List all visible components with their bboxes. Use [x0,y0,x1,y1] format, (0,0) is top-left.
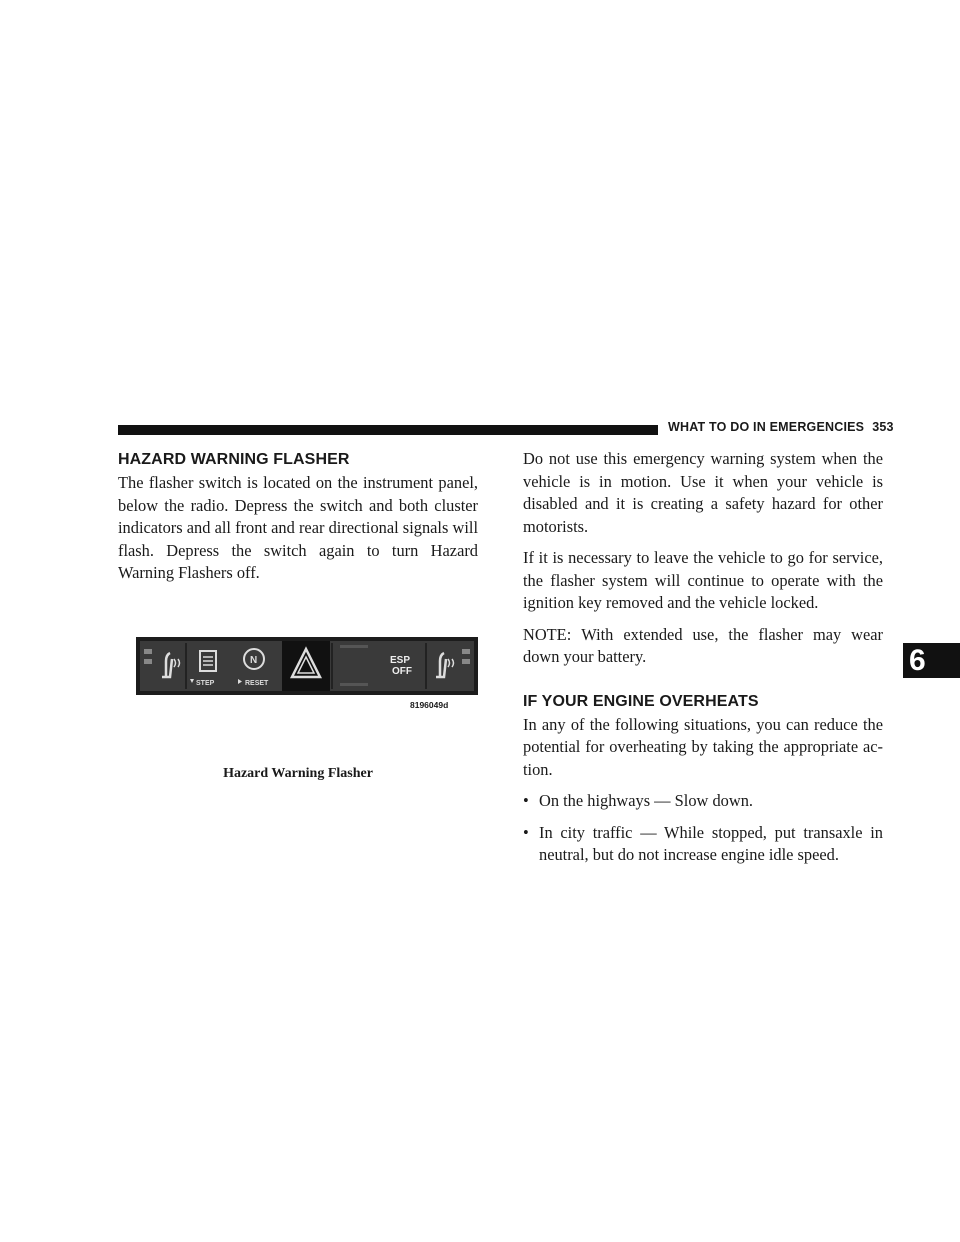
hazard-heading: HAZARD WARNING FLASHER [118,451,350,468]
section-title: WHAT TO DO IN EMERGENCIES [668,420,865,434]
step-label: STEP [196,680,215,687]
hazard-paragraph: The flasher switch is located on the instrument panel, below the radio. Depress the switch and both cluster indicators and all front and rear directional signals will flash. Depress the switch again to turn Hazard Warning Flashers off. [118,473,478,582]
reset-label: RESET [245,680,269,687]
note-text: With extended use, the flasher may wear down your battery. [523,624,883,666]
motion-paragraph: Do not use this emergency warning system when the vehicle is in motion. Use it when your vehicle is disabled and it is creating a safety hazard for other motorists. [523,449,883,536]
header-rule [118,425,658,435]
overheat-list [523,790,883,867]
list-item: • On the highways — Slow down. [523,790,883,813]
overheat-paragraph: In any of the following situations, you can reduce the potential for overheating by taking the appropriate ac-tion. [523,714,883,779]
overheat-heading: IF YOUR ENGINE OVERHEATS [523,692,759,710]
list-item: • In city traffic — While stopped, put transaxle in neutral, but do not increase engine idle speed. [523,822,883,864]
figure-code: 8196049d [410,700,449,710]
chapter-tab: 6 [903,643,960,678]
service-paragraph: If it is necessary to leave the vehicle to go for service, the flasher system will continue to operate with the ignition key removed and the vehicle locked. [523,548,883,612]
left-column [118,451,478,585]
esp-label-line2: OFF [392,666,412,677]
note-paragraph [523,624,883,669]
running-header [668,420,894,434]
bullet: • [523,791,529,810]
figure-caption: Hazard Warning Flasher [223,766,373,781]
note-label: NOTE: [523,624,572,644]
switch-panel-illustration [136,637,478,695]
esp-label-line1: ESP [390,655,411,666]
right-column [523,448,883,876]
compass-letter: N [250,655,258,666]
bullet: • [523,822,529,842]
page-number: 353 [872,420,894,434]
